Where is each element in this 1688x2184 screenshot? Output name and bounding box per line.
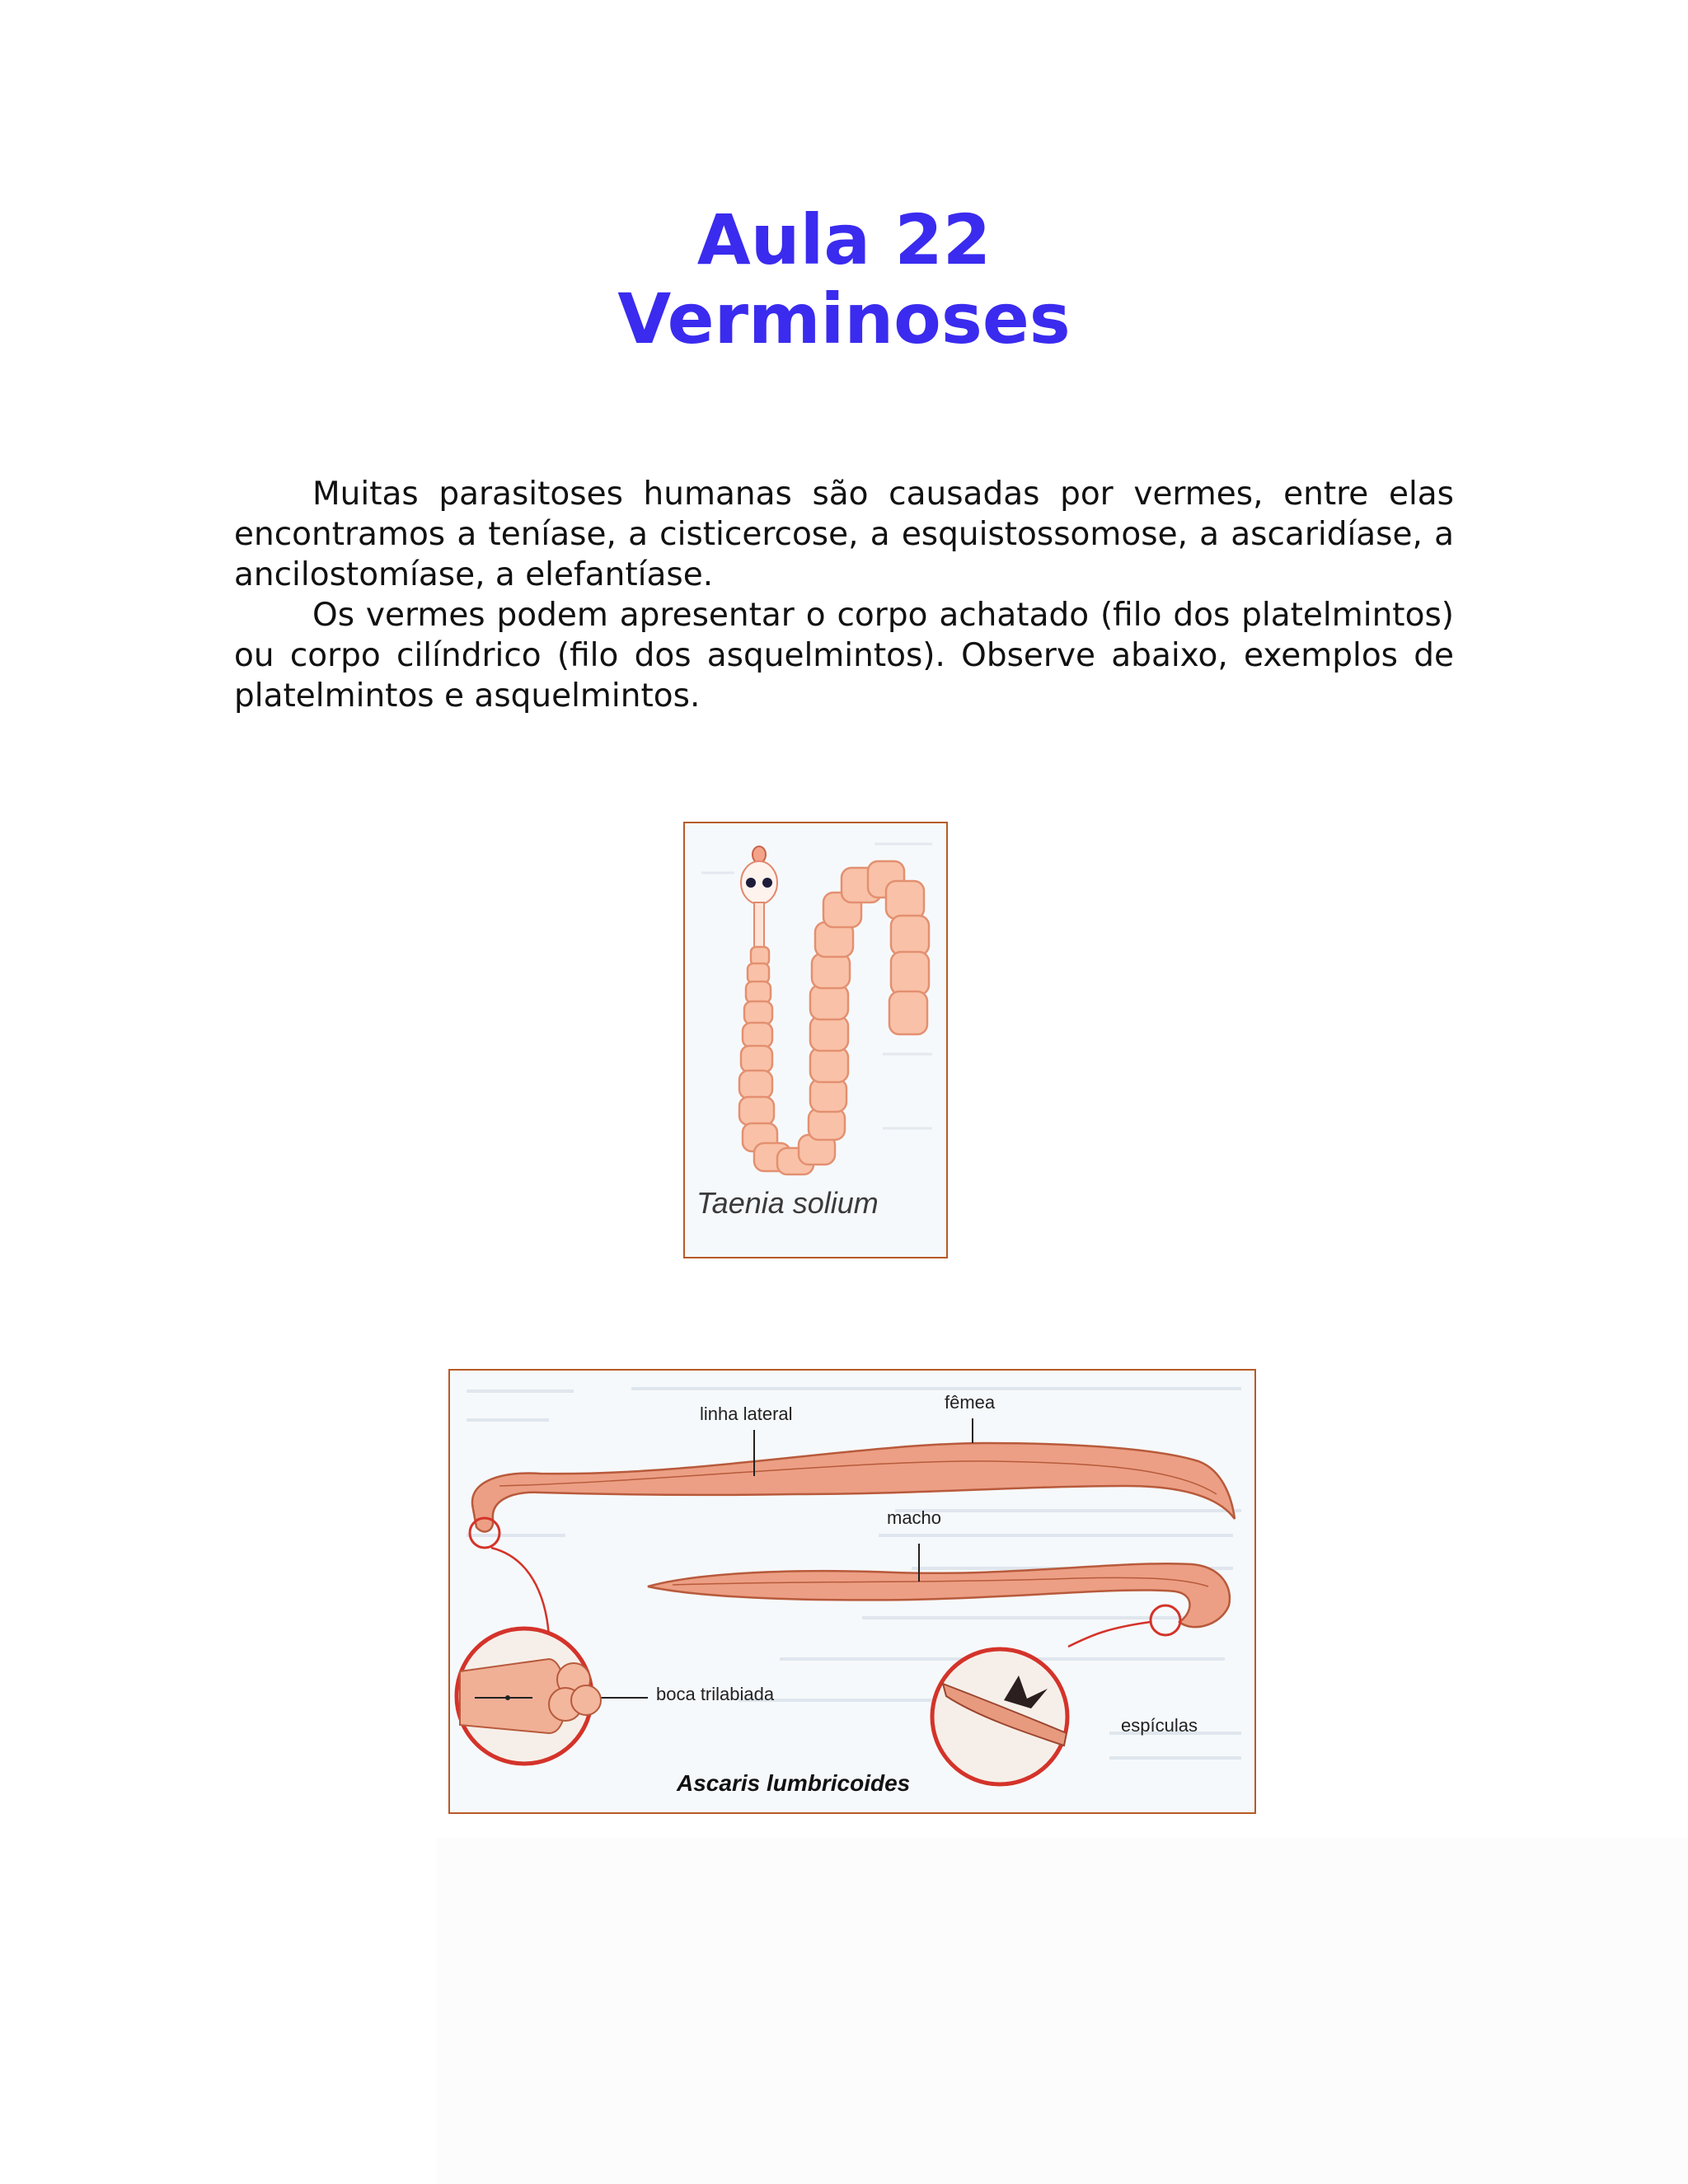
ascaris-lumbricoides-figure [448, 1369, 1256, 1814]
lesson-number-title: Aula 22 [696, 199, 992, 280]
mouth-detail [457, 1629, 601, 1764]
intro-text [234, 474, 1454, 716]
ascaris-caption: Ascaris lumbricoides [677, 1770, 911, 1796]
female-worm [472, 1443, 1235, 1531]
male-label: macho [887, 1507, 942, 1528]
paragraph-worm-body-types: Os vermes podem apresentar o corpo achatado (filo dos platelmintos) ou corpo cilíndrico (filo dos asquelmintos). Observe abaixo, exemplos de platelmintos e asquelmintos. [234, 597, 1454, 715]
paragraph-parasitoses: Muitas parasitoses humanas são causadas por vermes, entre elas encontramos a teníase, a cisticercose, a esquistossomose, a ascaridíase, a ancilostomíase, a elefantíase. [234, 476, 1454, 593]
taenia-solium-figure [683, 822, 948, 1258]
lesson-topic-title: Verminoses [617, 279, 1071, 359]
page-bottom-shading [437, 1838, 1688, 2184]
spicules-label: espículas [1121, 1715, 1198, 1736]
spicules-detail [932, 1649, 1067, 1784]
female-label: fêmea [945, 1392, 996, 1413]
ascaris-illustration [450, 1371, 1254, 1812]
mouth-label: boca trilabiada [656, 1684, 775, 1704]
lateral-line-label: linha lateral [700, 1404, 793, 1424]
taenia-caption: Taenia solium [696, 1186, 879, 1220]
scolex [741, 846, 777, 952]
